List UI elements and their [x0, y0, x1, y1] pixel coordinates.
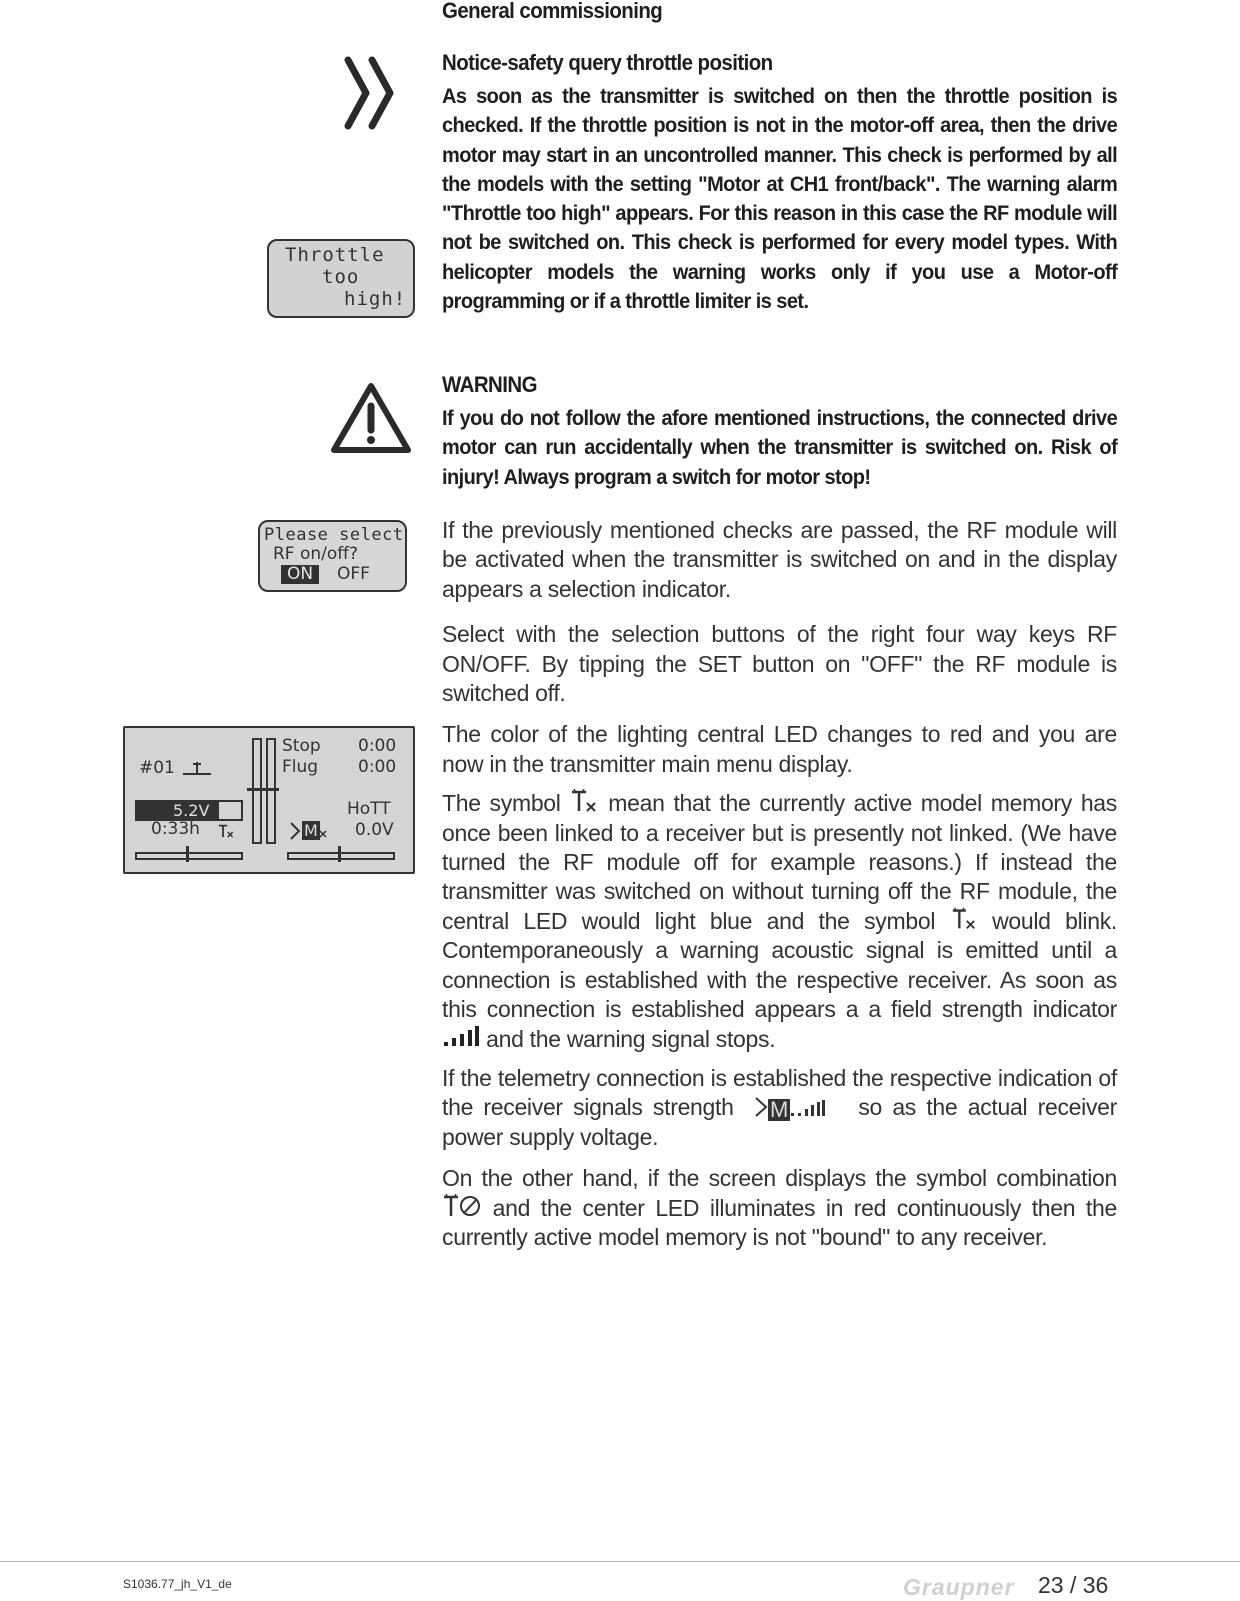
rf-on-option[interactable]: ON: [281, 565, 319, 584]
signal-bars-icon: [790, 1099, 826, 1117]
hott-label: HoTT: [347, 799, 391, 819]
footer-page-number: 23 / 36: [1038, 1572, 1109, 1598]
notice-text: As soon as the transmitter is switched on then the throttle position is checked. If the throttle position is not in the motor-off area, then the drive motor may start in an uncontrolled manner. This check is performed by all the models with the setting "Motor at CH1 front/back". The warning alarm "Throttle too high" appears. For this reason in this case the RF module will not be switched on. This check is performed for every model types. With helicopter models the warning works only if you use a Motor-off programming or if a throttle limiter is set.: [442, 84, 1118, 314]
model-number: #01: [139, 758, 175, 778]
rx-not-linked-icon: [319, 830, 327, 838]
flug-label: Flug: [282, 757, 319, 777]
p5-text-b: so as the actual receiver power supply voltage.: [442, 1094, 1118, 1150]
notice-chevrons-icon: [344, 54, 404, 132]
tx-not-bound-icon: [442, 1194, 482, 1218]
chevron-right-icon: [754, 1096, 768, 1118]
p4-text-b: mean that the currently active model memory has once been linked to a receiver but is presently not linked. (We have turned the RF module off for example reasons.) If instead the transmitter was switched on without turning off the RF module, the central LED would light blue and the symbol: [442, 790, 1117, 934]
footer-brand-logo: Graupner: [903, 1574, 1015, 1600]
rx-voltage: 0.0V: [355, 820, 394, 840]
trim-indicator-icon: [181, 760, 213, 776]
section-title: General commissioning: [442, 0, 663, 23]
paragraph-not-bound: [442, 1164, 1117, 1252]
receiver-signal-indicator: [754, 1093, 826, 1122]
left-vertical-trim: [252, 738, 262, 844]
tx-not-linked-icon: [569, 789, 599, 813]
warning-title: WARNING: [442, 372, 537, 397]
battery-bar: [135, 800, 243, 821]
tx-status-icon: [217, 823, 235, 839]
warning-triangle-icon: [328, 380, 414, 458]
footer-divider: [0, 1561, 1240, 1562]
paragraph-telemetry: [442, 1064, 1117, 1152]
footer-doc-id: S1036.77_jh_V1_de: [123, 1577, 232, 1591]
throttle-warning-display: [267, 239, 415, 318]
p4-text-c: would blink. Contemporaneously a warning acoustic signal is emitted until a connection is established with the respective receiver. As soon as this connection is established appears a a field strength indicator: [442, 907, 1118, 1023]
notice-title: Notice-safety query throttle position: [442, 50, 773, 75]
rf-line2: RF on/off?: [273, 544, 359, 564]
warning-text: If you do not follow the afore mentioned instructions, the connected drive motor can run accidentally when the transmitter is switched on. Risk of injury! Always program a switch for motor stop!: [442, 406, 1118, 489]
display-m-badge: M: [304, 821, 318, 840]
p5-text-a: If the telemetry connection is established the respective indication of the receiver signals strength: [442, 1064, 1117, 1121]
telemetry-chevron-icon: [290, 822, 300, 840]
right-horizontal-trim: [287, 852, 395, 860]
tx-blink-icon: [950, 907, 978, 931]
paragraph-select-rf: Select with the selection buttons of the right four way keys RF ON/OFF. By tipping the SET button on "OFF" the RF module is switched off.: [442, 621, 1117, 707]
field-strength-icon: [442, 1025, 480, 1047]
paragraph-rf-activated: If the previously mentioned checks are passed, the RF module will be activated when the transmitter is switched on and in the display appears a selection indicator.: [442, 517, 1117, 602]
left-htrim-marker: [186, 846, 189, 862]
throttle-line3: high!: [344, 288, 407, 310]
p6-text-b: and the center LED illuminates in red continuously then the currently active model memory is not "bound" to any receiver.: [442, 1194, 1117, 1250]
p6-text-a: On the other hand, if the screen displays the symbol combination: [442, 1165, 1117, 1192]
stop-time: 0:00: [358, 736, 397, 756]
stop-label: Stop: [282, 736, 321, 756]
p4-text-a: The symbol: [442, 790, 561, 817]
rf-off-option[interactable]: OFF: [337, 564, 370, 584]
main-menu-display: [123, 726, 415, 874]
rf-line1: Please select: [264, 525, 404, 545]
rf-select-display: [258, 520, 407, 592]
flug-time: 0:00: [358, 757, 397, 777]
left-horizontal-trim: [135, 852, 243, 860]
p4-text-d: and the warning signal stops.: [486, 1025, 776, 1052]
right-htrim-marker: [338, 846, 341, 862]
inline-m-badge: M: [769, 1097, 788, 1123]
throttle-line1: Throttle: [285, 244, 385, 266]
throttle-line2: too: [322, 266, 360, 288]
right-vertical-trim: [266, 738, 276, 844]
battery-voltage: 5.2V: [173, 801, 210, 820]
right-trim-marker: [261, 788, 279, 791]
paragraph-symbol-meaning: [442, 789, 1117, 1054]
paragraph-led-red: The color of the lighting central LED changes to red and you are now in the transmitter main menu display.: [442, 721, 1117, 777]
model-time: 0:33h: [151, 819, 200, 839]
